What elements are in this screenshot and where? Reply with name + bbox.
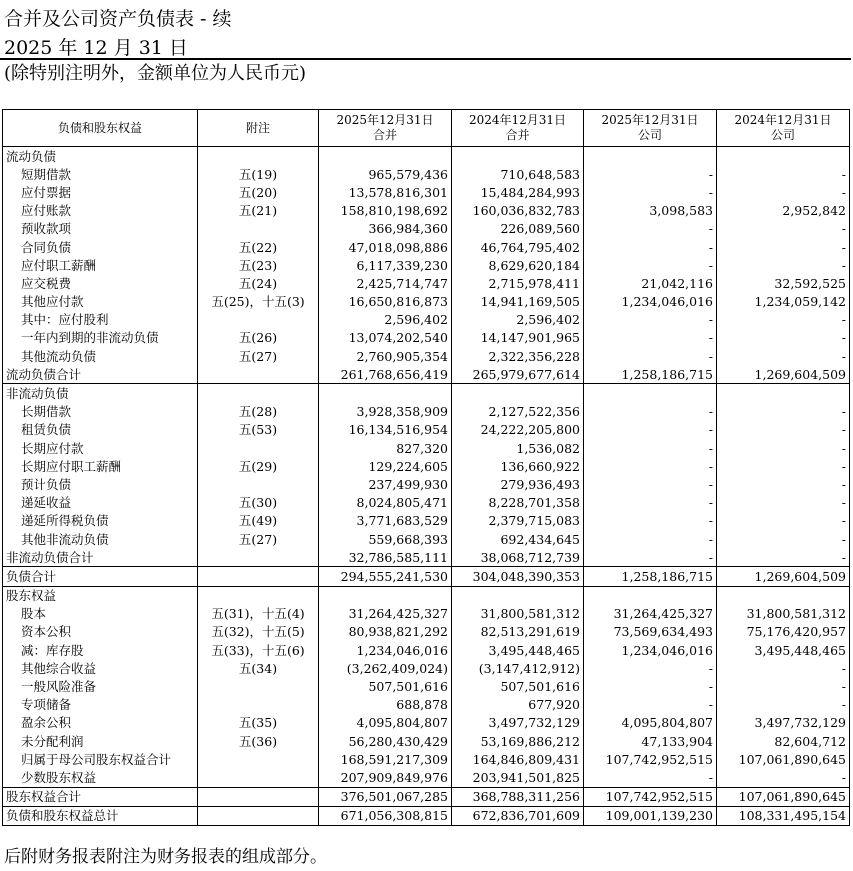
value-2024-company: - bbox=[717, 494, 850, 512]
value-2024-consolidated: 692,434,645 bbox=[452, 530, 584, 548]
value-2024-consolidated: 203,941,501,825 bbox=[452, 768, 584, 787]
value-2024-company: 3,497,732,129 bbox=[717, 714, 850, 732]
row-label: 应付票据 bbox=[3, 183, 198, 201]
row-label: 预计负债 bbox=[3, 475, 198, 493]
value-2025-company: - bbox=[584, 256, 717, 274]
value-2024-company: - bbox=[717, 530, 850, 548]
row-label: 未分配利润 bbox=[3, 732, 198, 750]
value-2024-company: 82,604,712 bbox=[717, 732, 850, 750]
value-2024-company: - bbox=[717, 183, 850, 201]
page-title: 合并及公司资产负债表 - 续 bbox=[4, 8, 232, 30]
value-2024-consolidated: 15,484,284,993 bbox=[452, 183, 584, 201]
table-header-row bbox=[3, 110, 850, 147]
value-2024-consolidated: 265,979,677,614 bbox=[452, 365, 584, 384]
table-row bbox=[3, 403, 850, 421]
row-note-ref: 五(20) bbox=[198, 183, 319, 201]
value-2024-company bbox=[717, 586, 850, 605]
value-2025-consolidated: 158,810,198,692 bbox=[319, 202, 452, 220]
row-label: 一年内到期的非流动负债 bbox=[3, 329, 198, 347]
row-note-ref: 五(29) bbox=[198, 457, 319, 475]
value-2025-company: 109,001,139,230 bbox=[584, 806, 717, 825]
col-header-2024-company: 2024年12月31日 公司 bbox=[717, 110, 850, 147]
value-2024-company: - bbox=[717, 439, 850, 457]
row-label: 其他非流动负债 bbox=[3, 530, 198, 548]
value-2025-company: - bbox=[584, 659, 717, 677]
row-label: 其中：应付股利 bbox=[3, 311, 198, 329]
value-2024-company: 108,331,495,154 bbox=[717, 806, 850, 825]
row-note-ref bbox=[198, 677, 319, 695]
value-2025-company: - bbox=[584, 439, 717, 457]
value-2025-company: - bbox=[584, 696, 717, 714]
row-label: 一般风险准备 bbox=[3, 677, 198, 695]
table-row bbox=[3, 750, 850, 768]
value-2024-company: - bbox=[717, 329, 850, 347]
table-row bbox=[3, 475, 850, 493]
value-2025-consolidated: 507,501,616 bbox=[319, 677, 452, 695]
value-2024-company: - bbox=[717, 768, 850, 787]
table-row bbox=[3, 623, 850, 641]
table-row bbox=[3, 439, 850, 457]
currency-note: (除特别注明外，金额单位为人民币元) bbox=[4, 63, 307, 84]
value-2025-consolidated: 688,878 bbox=[319, 696, 452, 714]
table-row bbox=[3, 696, 850, 714]
row-note-ref: 五(21) bbox=[198, 202, 319, 220]
table-row bbox=[3, 530, 850, 548]
row-note-ref: 五(30) bbox=[198, 494, 319, 512]
row-label: 递延所得税负债 bbox=[3, 512, 198, 530]
value-2024-consolidated: 2,127,522,356 bbox=[452, 403, 584, 421]
row-label: 资本公积 bbox=[3, 623, 198, 641]
value-2024-company: - bbox=[717, 512, 850, 530]
value-2025-consolidated: 3,771,683,529 bbox=[319, 512, 452, 530]
value-2024-company: 32,592,525 bbox=[717, 274, 850, 292]
table-row bbox=[3, 329, 850, 347]
value-2024-consolidated: 672,836,701,609 bbox=[452, 806, 584, 825]
value-2025-consolidated: 294,555,241,530 bbox=[319, 567, 452, 586]
value-2025-company: 21,042,116 bbox=[584, 274, 717, 292]
value-2025-company: 107,742,952,515 bbox=[584, 787, 717, 806]
value-2024-consolidated: 82,513,291,619 bbox=[452, 623, 584, 641]
value-2025-company: 31,264,425,327 bbox=[584, 605, 717, 623]
col-header-2024-consolidated: 2024年12月31日 合并 bbox=[452, 110, 584, 147]
table-row bbox=[3, 586, 850, 605]
value-2024-consolidated: 160,036,832,783 bbox=[452, 202, 584, 220]
row-label: 负债和股东权益总计 bbox=[3, 806, 198, 825]
value-2025-company: 1,234,046,016 bbox=[584, 641, 717, 659]
value-2024-company: - bbox=[717, 677, 850, 695]
row-label: 其他流动负债 bbox=[3, 347, 198, 365]
row-label: 长期借款 bbox=[3, 403, 198, 421]
row-note-ref: 五(26) bbox=[198, 329, 319, 347]
value-2024-consolidated: 2,715,978,411 bbox=[452, 274, 584, 292]
value-2024-consolidated: 507,501,616 bbox=[452, 677, 584, 695]
value-2024-company: 107,061,890,645 bbox=[717, 750, 850, 768]
value-2025-company: 1,258,186,715 bbox=[584, 365, 717, 384]
value-2024-consolidated: 38,068,712,739 bbox=[452, 548, 584, 567]
row-note-ref: 五(34) bbox=[198, 659, 319, 677]
table-row bbox=[3, 659, 850, 677]
value-2024-company: - bbox=[717, 475, 850, 493]
value-2024-company bbox=[717, 384, 850, 403]
table-row bbox=[3, 732, 850, 750]
col-header-note: 附注 bbox=[198, 110, 319, 147]
value-2025-consolidated: 56,280,430,429 bbox=[319, 732, 452, 750]
value-2025-consolidated: 261,768,656,419 bbox=[319, 365, 452, 384]
value-2024-company: 31,800,581,312 bbox=[717, 605, 850, 623]
value-2025-consolidated: 965,579,436 bbox=[319, 165, 452, 183]
row-note-ref: 五(53) bbox=[198, 421, 319, 439]
value-2025-consolidated: 4,095,804,807 bbox=[319, 714, 452, 732]
value-2024-consolidated: 31,800,581,312 bbox=[452, 605, 584, 623]
value-2025-consolidated bbox=[319, 384, 452, 403]
row-note-ref: 五(19) bbox=[198, 165, 319, 183]
row-label: 租赁负债 bbox=[3, 421, 198, 439]
value-2025-consolidated: 129,224,605 bbox=[319, 457, 452, 475]
value-2025-consolidated: 80,938,821,292 bbox=[319, 623, 452, 641]
value-2025-company: - bbox=[584, 329, 717, 347]
value-2025-company: 47,133,904 bbox=[584, 732, 717, 750]
value-2025-company: - bbox=[584, 347, 717, 365]
row-label: 专项储备 bbox=[3, 696, 198, 714]
value-2025-consolidated: 671,056,308,815 bbox=[319, 806, 452, 825]
table-row bbox=[3, 311, 850, 329]
value-2025-consolidated: 207,909,849,976 bbox=[319, 768, 452, 787]
value-2024-company: - bbox=[717, 403, 850, 421]
table-row bbox=[3, 512, 850, 530]
value-2025-company: - bbox=[584, 677, 717, 695]
value-2025-company: - bbox=[584, 311, 717, 329]
value-2024-company: - bbox=[717, 659, 850, 677]
value-2025-company: - bbox=[584, 457, 717, 475]
row-note-ref: 五(32)，十五(5) bbox=[198, 623, 319, 641]
value-2025-company: 4,095,804,807 bbox=[584, 714, 717, 732]
value-2024-company: - bbox=[717, 238, 850, 256]
value-2024-consolidated: 8,629,620,184 bbox=[452, 256, 584, 274]
row-note-ref bbox=[198, 750, 319, 768]
row-label: 股本 bbox=[3, 605, 198, 623]
table-row bbox=[3, 457, 850, 475]
row-note-ref: 五(28) bbox=[198, 403, 319, 421]
value-2024-consolidated: 677,920 bbox=[452, 696, 584, 714]
row-note-ref bbox=[198, 548, 319, 567]
table-row bbox=[3, 494, 850, 512]
table-row bbox=[3, 274, 850, 292]
value-2025-consolidated: 168,591,217,309 bbox=[319, 750, 452, 768]
row-note-ref bbox=[198, 439, 319, 457]
row-label: 流动负债 bbox=[3, 147, 198, 166]
value-2025-consolidated: 6,117,339,230 bbox=[319, 256, 452, 274]
row-note-ref: 五(49) bbox=[198, 512, 319, 530]
value-2025-company: - bbox=[584, 220, 717, 238]
table-row bbox=[3, 768, 850, 787]
value-2024-consolidated: (3,147,412,912) bbox=[452, 659, 584, 677]
value-2024-company: - bbox=[717, 421, 850, 439]
table-row bbox=[3, 165, 850, 183]
table-row bbox=[3, 256, 850, 274]
value-2024-consolidated: 279,936,493 bbox=[452, 475, 584, 493]
row-note-ref bbox=[198, 586, 319, 605]
row-label: 应付账款 bbox=[3, 202, 198, 220]
row-note-ref bbox=[198, 384, 319, 403]
table-row bbox=[3, 347, 850, 365]
value-2024-company: - bbox=[717, 457, 850, 475]
row-label: 合同负债 bbox=[3, 238, 198, 256]
row-note-ref: 五(31)，十五(4) bbox=[198, 605, 319, 623]
row-label: 应交税费 bbox=[3, 274, 198, 292]
value-2024-company: - bbox=[717, 165, 850, 183]
row-note-ref: 五(23) bbox=[198, 256, 319, 274]
table-row bbox=[3, 806, 850, 825]
value-2025-company bbox=[584, 586, 717, 605]
value-2025-consolidated: 47,018,098,886 bbox=[319, 238, 452, 256]
value-2025-company: - bbox=[584, 238, 717, 256]
row-note-ref: 五(33)，十五(6) bbox=[198, 641, 319, 659]
report-date: 2025 年 12 月 31 日 bbox=[4, 37, 188, 59]
value-2025-consolidated: 13,578,816,301 bbox=[319, 183, 452, 201]
value-2024-consolidated: 3,497,732,129 bbox=[452, 714, 584, 732]
value-2025-company: 73,569,634,493 bbox=[584, 623, 717, 641]
table-row bbox=[3, 714, 850, 732]
row-note-ref bbox=[198, 311, 319, 329]
value-2025-consolidated: (3,262,409,024) bbox=[319, 659, 452, 677]
value-2025-consolidated: 2,425,714,747 bbox=[319, 274, 452, 292]
table-row bbox=[3, 147, 850, 166]
row-note-ref: 五(36) bbox=[198, 732, 319, 750]
table-row bbox=[3, 421, 850, 439]
value-2024-consolidated: 3,495,448,465 bbox=[452, 641, 584, 659]
value-2025-company: - bbox=[584, 768, 717, 787]
value-2025-company bbox=[584, 147, 717, 166]
value-2024-consolidated: 1,536,082 bbox=[452, 439, 584, 457]
value-2025-company: - bbox=[584, 530, 717, 548]
value-2025-consolidated: 13,074,202,540 bbox=[319, 329, 452, 347]
value-2024-consolidated: 304,048,390,353 bbox=[452, 567, 584, 586]
row-label: 负债合计 bbox=[3, 567, 198, 586]
row-label: 少数股东权益 bbox=[3, 768, 198, 787]
value-2025-consolidated bbox=[319, 586, 452, 605]
row-label: 递延收益 bbox=[3, 494, 198, 512]
row-note-ref: 五(35) bbox=[198, 714, 319, 732]
value-2025-consolidated: 3,928,358,909 bbox=[319, 403, 452, 421]
value-2025-consolidated bbox=[319, 147, 452, 166]
row-note-ref: 五(27) bbox=[198, 347, 319, 365]
row-label: 盈余公积 bbox=[3, 714, 198, 732]
value-2024-consolidated bbox=[452, 586, 584, 605]
value-2024-company: - bbox=[717, 347, 850, 365]
value-2025-company: 107,742,952,515 bbox=[584, 750, 717, 768]
value-2024-consolidated: 46,764,795,402 bbox=[452, 238, 584, 256]
value-2024-consolidated: 136,660,922 bbox=[452, 457, 584, 475]
value-2024-company: - bbox=[717, 220, 850, 238]
value-2024-consolidated: 14,941,169,505 bbox=[452, 293, 584, 311]
table-row bbox=[3, 365, 850, 384]
row-label: 流动负债合计 bbox=[3, 365, 198, 384]
value-2025-consolidated: 237,499,930 bbox=[319, 475, 452, 493]
row-note-ref bbox=[198, 365, 319, 384]
value-2025-consolidated: 16,650,816,873 bbox=[319, 293, 452, 311]
value-2024-company: - bbox=[717, 256, 850, 274]
table-row bbox=[3, 238, 850, 256]
value-2024-consolidated bbox=[452, 147, 584, 166]
row-note-ref: 五(25)，十五(3) bbox=[198, 293, 319, 311]
value-2024-consolidated: 2,322,356,228 bbox=[452, 347, 584, 365]
footer-note: 后附财务报表附注为财务报表的组成部分。 bbox=[4, 847, 327, 867]
row-label: 股东权益合计 bbox=[3, 787, 198, 806]
value-2025-consolidated: 2,760,905,354 bbox=[319, 347, 452, 365]
row-note-ref: 五(27) bbox=[198, 530, 319, 548]
table-row bbox=[3, 384, 850, 403]
value-2024-consolidated: 368,788,311,256 bbox=[452, 787, 584, 806]
row-note-ref bbox=[198, 768, 319, 787]
row-label: 非流动负债合计 bbox=[3, 548, 198, 567]
row-label: 股东权益 bbox=[3, 586, 198, 605]
value-2024-company: - bbox=[717, 696, 850, 714]
value-2025-consolidated: 559,668,393 bbox=[319, 530, 452, 548]
value-2024-consolidated bbox=[452, 384, 584, 403]
table-row bbox=[3, 183, 850, 201]
value-2025-company: 3,098,583 bbox=[584, 202, 717, 220]
col-header-2025-company: 2025年12月31日 公司 bbox=[584, 110, 717, 147]
col-header-item: 负债和股东权益 bbox=[3, 110, 198, 147]
value-2024-company: 3,495,448,465 bbox=[717, 641, 850, 659]
value-2025-company: - bbox=[584, 512, 717, 530]
row-label: 非流动负债 bbox=[3, 384, 198, 403]
value-2025-company: - bbox=[584, 548, 717, 567]
value-2025-consolidated: 1,234,046,016 bbox=[319, 641, 452, 659]
value-2025-consolidated: 827,320 bbox=[319, 439, 452, 457]
value-2025-company: - bbox=[584, 421, 717, 439]
value-2024-company: 1,234,059,142 bbox=[717, 293, 850, 311]
table-row bbox=[3, 787, 850, 806]
value-2025-company: 1,234,046,016 bbox=[584, 293, 717, 311]
row-label: 短期借款 bbox=[3, 165, 198, 183]
value-2024-consolidated: 8,228,701,358 bbox=[452, 494, 584, 512]
value-2025-company: - bbox=[584, 475, 717, 493]
row-note-ref bbox=[198, 787, 319, 806]
value-2024-consolidated: 24,222,205,800 bbox=[452, 421, 584, 439]
value-2025-consolidated: 16,134,516,954 bbox=[319, 421, 452, 439]
table-row bbox=[3, 293, 850, 311]
value-2024-company: 75,176,420,957 bbox=[717, 623, 850, 641]
value-2024-company: - bbox=[717, 311, 850, 329]
value-2024-company: - bbox=[717, 548, 850, 567]
row-note-ref: 五(24) bbox=[198, 274, 319, 292]
row-note-ref bbox=[198, 696, 319, 714]
value-2024-consolidated: 2,596,402 bbox=[452, 311, 584, 329]
row-note-ref: 五(22) bbox=[198, 238, 319, 256]
row-label: 减：库存股 bbox=[3, 641, 198, 659]
value-2025-company: - bbox=[584, 183, 717, 201]
value-2024-consolidated: 14,147,901,965 bbox=[452, 329, 584, 347]
value-2024-company: 1,269,604,509 bbox=[717, 567, 850, 586]
row-label: 应付职工薪酬 bbox=[3, 256, 198, 274]
table-row bbox=[3, 548, 850, 567]
value-2024-company: 1,269,604,509 bbox=[717, 365, 850, 384]
table-row bbox=[3, 567, 850, 586]
value-2024-consolidated: 226,089,560 bbox=[452, 220, 584, 238]
row-note-ref bbox=[198, 806, 319, 825]
value-2025-company: 1,258,186,715 bbox=[584, 567, 717, 586]
row-label: 其他综合收益 bbox=[3, 659, 198, 677]
col-header-2025-consolidated: 2025年12月31日 合并 bbox=[319, 110, 452, 147]
value-2024-consolidated: 2,379,715,083 bbox=[452, 512, 584, 530]
table-row bbox=[3, 202, 850, 220]
row-note-ref bbox=[198, 147, 319, 166]
value-2025-consolidated: 32,786,585,111 bbox=[319, 548, 452, 567]
value-2024-consolidated: 164,846,809,431 bbox=[452, 750, 584, 768]
value-2024-company: 107,061,890,645 bbox=[717, 787, 850, 806]
value-2024-company: 2,952,842 bbox=[717, 202, 850, 220]
table-row bbox=[3, 220, 850, 238]
table-row bbox=[3, 677, 850, 695]
row-label: 归属于母公司股东权益合计 bbox=[3, 750, 198, 768]
table-row bbox=[3, 605, 850, 623]
value-2025-consolidated: 8,024,805,471 bbox=[319, 494, 452, 512]
value-2024-consolidated: 710,648,583 bbox=[452, 165, 584, 183]
balance-sheet-table bbox=[2, 109, 850, 826]
value-2024-consolidated: 53,169,886,212 bbox=[452, 732, 584, 750]
value-2025-consolidated: 31,264,425,327 bbox=[319, 605, 452, 623]
row-label: 其他应付款 bbox=[3, 293, 198, 311]
value-2025-consolidated: 366,984,360 bbox=[319, 220, 452, 238]
value-2025-company bbox=[584, 384, 717, 403]
header-rule bbox=[0, 58, 851, 60]
value-2025-consolidated: 376,501,067,285 bbox=[319, 787, 452, 806]
row-note-ref bbox=[198, 567, 319, 586]
table-row bbox=[3, 641, 850, 659]
value-2025-company: - bbox=[584, 494, 717, 512]
row-label: 预收款项 bbox=[3, 220, 198, 238]
row-note-ref bbox=[198, 475, 319, 493]
row-label: 长期应付款 bbox=[3, 439, 198, 457]
value-2025-company: - bbox=[584, 165, 717, 183]
row-label: 长期应付职工薪酬 bbox=[3, 457, 198, 475]
row-note-ref bbox=[198, 220, 319, 238]
value-2024-company bbox=[717, 147, 850, 166]
value-2025-company: - bbox=[584, 403, 717, 421]
value-2025-consolidated: 2,596,402 bbox=[319, 311, 452, 329]
